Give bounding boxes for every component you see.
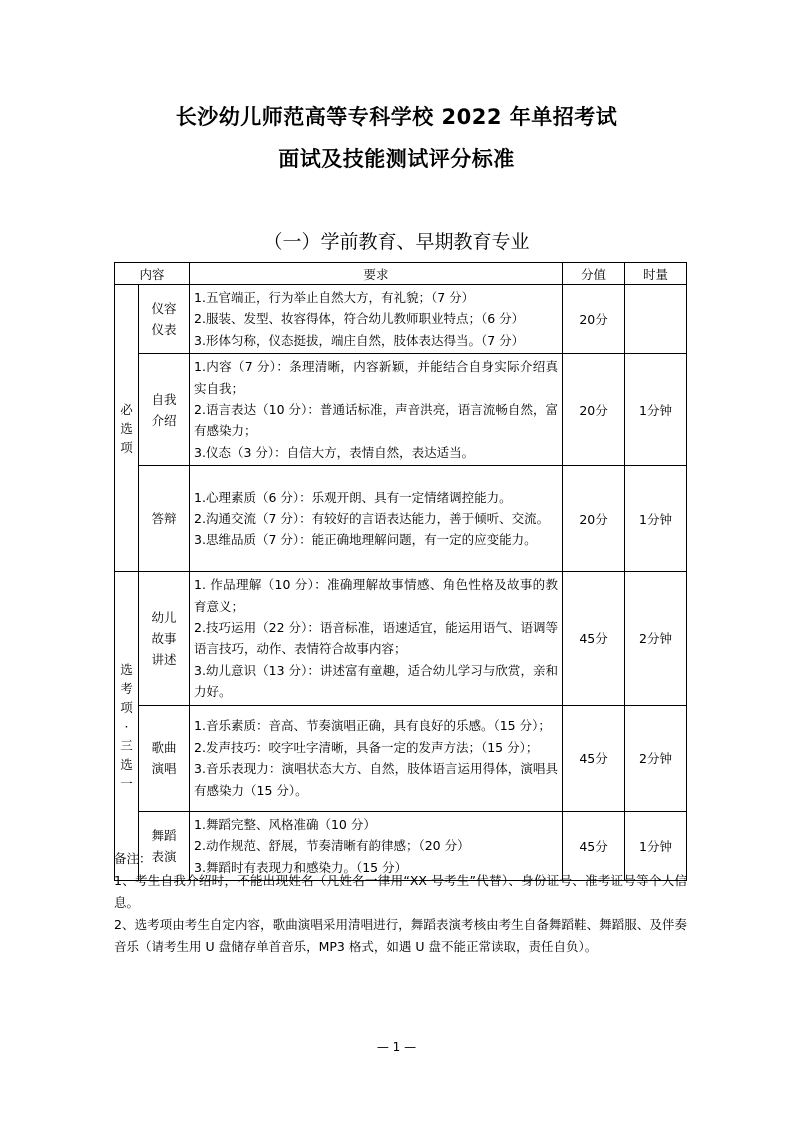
item-requirements: 1.音乐素质：音高、节奏演唱正确，具有良好的乐感。（15 分）； 2.发声技巧：咬字吐字清晰，具备一定的发声方法；（15 分）； 3.音乐表现力：演唱状态大方、自然，肢体语言运用得体，演唱具有感染力（15 分）。 xyxy=(190,705,563,811)
table-header-row xyxy=(115,263,687,285)
item-score: 45分 xyxy=(563,705,625,811)
item-requirements: 1.五官端正，行为举止自然大方，有礼貌；（7 分） 2.服装、发型、妆容得体，符合幼儿教师职业特点；（6 分） 3.形体匀称，仪态挺拔，端庄自然，肢体表达得当。（7 分） xyxy=(190,285,563,354)
item-time: 2分钟 xyxy=(625,572,687,705)
item-score: 45分 xyxy=(563,811,625,880)
item-requirements: 1. 作品理解（10 分）：准确理解故事情感、角色性格及故事的教育意义； 2.技巧运用（22 分）：语音标准，语速适宜，能运用语气、语调等语言技巧，动作、表情符合故事内容； 3.幼儿意识（13 分）：讲述富有童趣，适合幼儿学习与欣赏，亲和力好。 xyxy=(190,572,563,705)
table-row xyxy=(115,572,687,705)
item-score: 20分 xyxy=(563,466,625,572)
item-name: 答辩 xyxy=(139,466,190,572)
item-time: 2分钟 xyxy=(625,705,687,811)
notes-section xyxy=(114,848,687,958)
item-name: 仪容 仪表 xyxy=(139,285,190,354)
item-score: 20分 xyxy=(563,285,625,354)
table-row xyxy=(115,705,687,811)
header-requirements: 要求 xyxy=(190,263,563,285)
note-item: 1、考生自我介绍时，不能出现姓名（凡姓名一律用“XX 号考生”代替）、身份证号、准考证号等个人信息。 xyxy=(114,873,687,910)
category-elective: 选 考 项 · 三 选 一 xyxy=(115,572,139,881)
category-required: 必 选 项 xyxy=(115,285,139,572)
scoring-table xyxy=(114,262,687,881)
item-time: 1分钟 xyxy=(625,811,687,880)
document-title-line1: 长沙幼儿师范高等专科学校 2022 年单招考试 xyxy=(175,105,618,129)
table-row xyxy=(115,354,687,466)
item-requirements: 1.心理素质（6 分）：乐观开朗、具有一定情绪调控能力。 2.沟通交流（7 分）：有较好的言语表达能力，善于倾听、交流。 3.思维品质（7 分）：能正确地理解问题，有一定的应变能力。 xyxy=(190,466,563,572)
table-row xyxy=(115,466,687,572)
item-time: 1分钟 xyxy=(625,354,687,466)
table-row xyxy=(115,285,687,354)
item-time: 1分钟 xyxy=(625,466,687,572)
item-requirements: 1.内容（7 分）：条理清晰，内容新颖，并能结合自身实际介绍真实自我； 2.语言表达（10 分）：普通话标准，声音洪亮，语言流畅自然，富有感染力； 3.仪态（3 分）：自信大方，表情自然，表达适当。 xyxy=(190,354,563,466)
note-item: 2、选考项由考生自定内容，歌曲演唱采用清唱进行，舞蹈表演考核由考生自备舞蹈鞋、舞蹈服、及伴奏音乐（请考生用 U 盘储存单首音乐，MP3 格式，如遇 U 盘不能正常读取，责任自负）。 xyxy=(114,917,687,954)
header-content: 内容 xyxy=(115,263,190,285)
item-time xyxy=(625,285,687,354)
item-name: 自我 介绍 xyxy=(139,354,190,466)
document-title-line2: 面试及技能测试评分标准 xyxy=(278,147,515,171)
item-name: 歌曲 演唱 xyxy=(139,705,190,811)
item-requirements: 1.舞蹈完整、风格准确（10 分） 2.动作规范、舒展，节奏清晰有韵律感；（20 分） 3.舞蹈时有表现力和感染力。（15 分） xyxy=(190,811,563,880)
notes-heading: 备注： xyxy=(114,851,152,866)
item-score: 45分 xyxy=(563,572,625,705)
item-name: 幼儿 故事 讲述 xyxy=(139,572,190,705)
section-subtitle: （一）学前教育、早期教育专业 xyxy=(263,231,530,253)
header-score: 分值 xyxy=(563,263,625,285)
page-number: — 1 — xyxy=(376,1040,417,1054)
header-time: 时量 xyxy=(625,263,687,285)
item-score: 20分 xyxy=(563,354,625,466)
item-name: 舞蹈 表演 xyxy=(139,811,190,880)
